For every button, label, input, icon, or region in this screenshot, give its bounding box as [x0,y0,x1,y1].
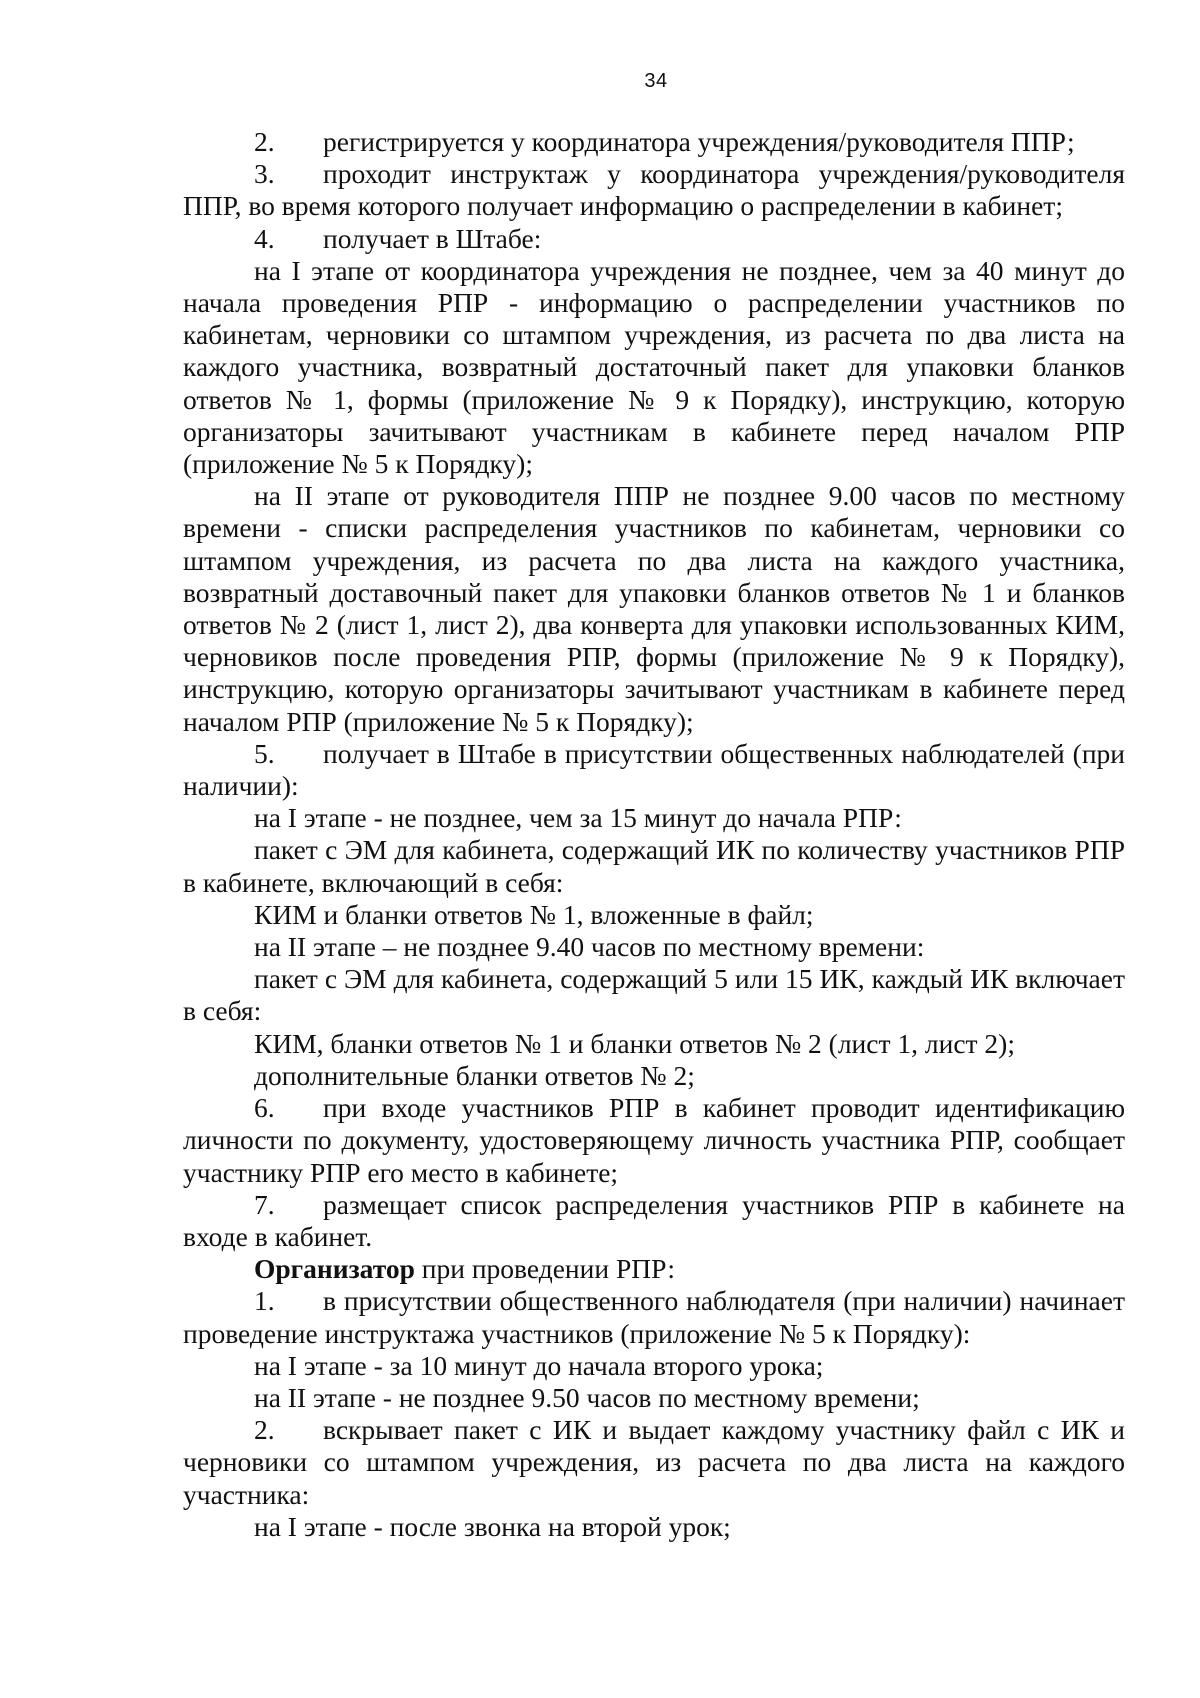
item-number: 2. [254,1414,275,1446]
bold-heading: Организатор [254,1253,415,1285]
paragraph-text: на II этапе – не позднее 9.40 часов по местному времени: [254,931,925,963]
paragraph-stage-2 [183,480,1125,738]
paragraph-text-line [183,963,1125,1027]
item-number: 3. [254,158,275,190]
paragraph-text: проходит инструктаж у координатора учреждения/руководителя ППР, во время которого получает информацию о распределении в кабинет; [183,158,1125,222]
paragraph-stage-1 [183,255,1125,480]
paragraph-text: в присутствии общественного наблюдателя (при наличии) начинает проведение инструктажа участников (приложение № 5 к Порядку): [183,1285,1125,1349]
paragraph-item-2b [183,1414,1125,1511]
paragraph-text-line [183,1511,1125,1543]
paragraph-text: регистрируется у координатора учреждения/руководителя ППР; [323,126,1075,157]
paragraph-item-3 [183,158,1125,222]
paragraph-text-line [183,899,1125,931]
paragraph-text: вскрывает пакет с ИК и выдает каждому участнику файл с ИК и черновики со штампом учреждения, из расчета по два листа на каждого участника: [183,1414,1125,1510]
paragraph-text-line [183,1028,1125,1060]
paragraph-text: на I этапе - за 10 минут до начала второго урока; [254,1349,824,1381]
paragraph-item-1 [183,1285,1125,1349]
paragraph-text: получает в Штабе в присутствии общественных наблюдателей (при наличии): [183,737,1125,802]
paragraph-text-line [183,1350,1125,1382]
paragraph-text: пакет с ЭМ для кабинета, содержащий 5 или 15 ИК, каждый ИК включает в себя: [183,963,1125,1027]
item-number: 6. [254,1092,275,1124]
paragraph-item-7 [183,1189,1125,1253]
section-heading-organizer [183,1253,1125,1285]
item-number: 4. [254,222,275,254]
item-number: 7. [254,1188,275,1220]
paragraph-item-6 [183,1092,1125,1189]
paragraph-text-line [183,931,1125,963]
document-body [183,126,1125,1543]
paragraph-item-5 [183,738,1125,802]
paragraph-text: на I этапе от координатора учреждения не позднее, чем за 40 минут до начала проведения РПР - информацию о распределении участников по кабинетам, черновики со штампом учреждения, из расчета по два листа на каждого участника, возвратный достаточный пакет для упаковки бланков ответов № 1, формы (приложение № 9 к Порядку), инструкцию, которую организаторы зачитывают участникам в кабинете перед началом РПР (приложение № 5 к Порядку); [183,254,1125,480]
paragraph-text: на II этапе - не позднее 9.50 часов по местному времени; [254,1381,920,1413]
paragraph-text-line [183,802,1125,834]
item-number: 2. [254,126,275,157]
paragraph-text-line [183,1060,1125,1092]
paragraph-text: на I этапе - не позднее, чем за 15 минут до начала РПР: [254,802,902,834]
paragraph-text: при входе участников РПР в кабинет проводит идентификацию личности по документу, удостоверяющему личность участника РПР, сообщает участнику РПР его место в кабинете; [183,1092,1125,1188]
paragraph-text: получает в Штабе: [323,222,542,254]
page-number: 34 [644,70,668,92]
paragraph-text-line [183,1382,1125,1414]
paragraph-item-4 [183,223,1125,255]
paragraph-text: КИМ и бланки ответов № 1, вложенные в файл; [254,898,814,930]
paragraph-text: на II этапе от руководителя ППР не позднее 9.00 часов по местному времени - списки распределения участников по кабинетам, черновики со штампом учреждения, из расчета по два листа на каждого участника, возвратный доставочный пакет для упаковки бланков ответов № 1 и бланков ответов № 2 (лист 1, лист 2), два конверта для упаковки использованных КИМ, черновиков после проведения РПР, формы (приложение № 9 к Порядку), инструкцию, которую организаторы зачитывают участникам в кабинете перед началом РПР (приложение № 5 к Порядку); [183,480,1125,737]
item-number: 5. [254,737,275,769]
item-number: 1. [254,1285,275,1317]
paragraph-text: при проведении РПР: [414,1253,676,1285]
paragraph-text: размещает список распределения участников РПР в кабинете на входе в кабинет. [183,1188,1125,1252]
paragraph-item-2 [183,126,1125,158]
paragraph-text: дополнительные бланки ответов № 2; [254,1059,695,1091]
paragraph-text: КИМ, бланки ответов № 1 и бланки ответов № 2 (лист 1, лист 2); [254,1027,1015,1059]
paragraph-text-line [183,834,1125,898]
paragraph-text: на I этапе - после звонка на второй урок; [254,1510,731,1542]
paragraph-text: пакет с ЭМ для кабинета, содержащий ИК по количеству участников РПР в кабинете, включающий в себя: [183,834,1125,898]
